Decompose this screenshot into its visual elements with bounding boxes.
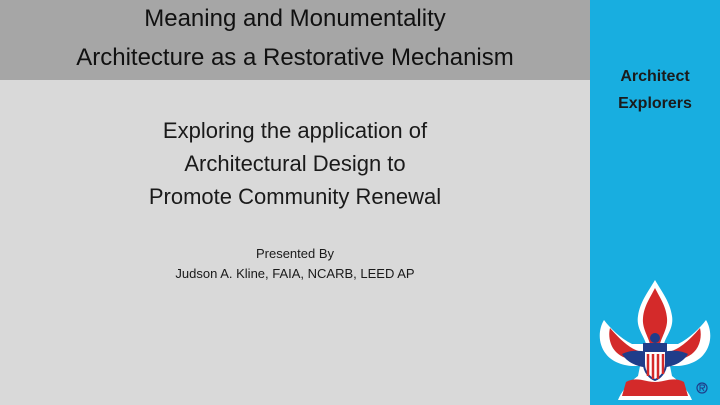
presented-by-label: Presented By bbox=[255, 246, 335, 261]
title-band bbox=[0, 0, 590, 80]
sidebar-label-line-2: Explorers bbox=[618, 95, 692, 112]
sidebar-label-line-1: Architect bbox=[620, 68, 690, 85]
fleur-de-lis-emblem-icon bbox=[596, 278, 714, 402]
slide-title-line-2: Architecture as a Restorative Mechanism bbox=[76, 44, 514, 71]
subtitle-line-2: Architectural Design to bbox=[184, 151, 406, 176]
presenter-name: Judson A. Kline, FAIA, NCARB, LEED AP bbox=[175, 266, 415, 281]
subtitle-line-3: Promote Community Renewal bbox=[148, 184, 442, 209]
subtitle-line-1: Exploring the application of bbox=[162, 118, 428, 143]
slide-title-line-1: Meaning and Monumentality bbox=[144, 5, 446, 32]
